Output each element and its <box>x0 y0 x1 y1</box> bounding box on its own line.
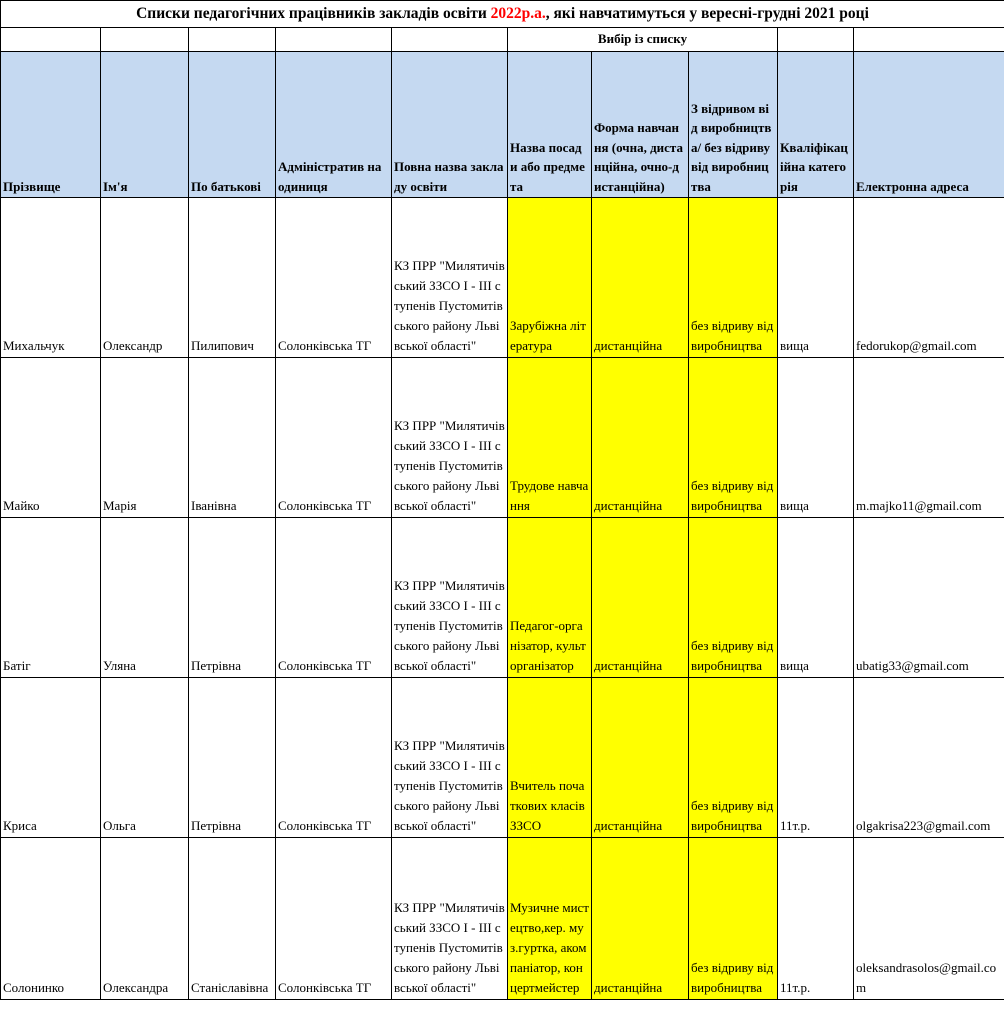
cell-category[interactable]: 11т.р. <box>778 678 854 838</box>
title-year: 2022р.а. <box>490 4 546 22</box>
cell-study-mode[interactable]: без відриву від виробництва <box>689 198 778 358</box>
title-part1: Списки педагогічних працівників закладів освіти <box>136 4 491 22</box>
cell-position[interactable]: Трудове навчання <box>508 358 592 518</box>
cell-email[interactable]: oleksandrasolos@gmail.com <box>854 838 1004 1000</box>
cell-surname[interactable]: Батіг <box>1 518 101 678</box>
cell-study-mode[interactable]: без відриву від виробництва <box>689 358 778 518</box>
select-from-list-label: Вибір із списку <box>508 28 778 52</box>
cell-surname[interactable]: Майко <box>1 358 101 518</box>
cell-position[interactable]: Зарубіжна література <box>508 198 592 358</box>
cell-name[interactable]: Олександр <box>101 198 189 358</box>
cell-category[interactable]: вища <box>778 198 854 358</box>
cell-position[interactable]: Музичне мистецтво,кер. муз.гуртка, акомпаніатор, концертмейстер <box>508 838 592 1000</box>
cell[interactable] <box>1 28 101 52</box>
cell-study-mode[interactable]: без відриву від виробництва <box>689 838 778 1000</box>
cell-patronymic[interactable]: Пилипович <box>189 198 276 358</box>
cell-email[interactable]: fedorukop@gmail.com <box>854 198 1004 358</box>
cell-email[interactable]: m.majko11@gmail.com <box>854 358 1004 518</box>
header-patronymic: По батькові <box>189 52 276 198</box>
cell-admin-unit[interactable]: Солонківська ТГ <box>276 678 392 838</box>
cell-admin-unit[interactable]: Солонківська ТГ <box>276 358 392 518</box>
cell-surname[interactable]: Солонинко <box>1 838 101 1000</box>
cell-study-form[interactable]: дистанційна <box>592 358 689 518</box>
header-study-form: Форма навчання (очна, дистанційна, очно-дистанційна) <box>592 52 689 198</box>
header-admin-unit: Адміністратив на одиниця <box>276 52 392 198</box>
cell-patronymic[interactable]: Станіславівна <box>189 838 276 1000</box>
cell-study-mode[interactable]: без відриву від виробництва <box>689 518 778 678</box>
cell[interactable] <box>392 28 508 52</box>
cell[interactable] <box>276 28 392 52</box>
cell-school[interactable]: КЗ ПРР "Милятичівський ЗЗСО І - ІІІ ступенів Пустомитівського району Львівської області" <box>392 838 508 1000</box>
cell-email[interactable]: olgakrisa223@gmail.com <box>854 678 1004 838</box>
header-row <box>1 52 1004 198</box>
cell-admin-unit[interactable]: Солонківська ТГ <box>276 518 392 678</box>
table-row <box>1 838 1004 1000</box>
cell-patronymic[interactable]: Петрівна <box>189 518 276 678</box>
cell-school[interactable]: КЗ ПРР "Милятичівський ЗЗСО І - ІІІ ступенів Пустомитівського району Львівської області" <box>392 518 508 678</box>
cell-name[interactable]: Олександра <box>101 838 189 1000</box>
cell-position[interactable]: Вчитель початкових класів ЗЗСО <box>508 678 592 838</box>
header-category: Кваліфікаційна категорія <box>778 52 854 198</box>
cell-school[interactable]: КЗ ПРР "Милятичівський ЗЗСО І - ІІІ ступенів Пустомитівського району Львівської області" <box>392 358 508 518</box>
table-row <box>1 358 1004 518</box>
title-part2: , які навчатимуться у вересні-грудні 2021 році <box>545 4 869 22</box>
cell-name[interactable]: Ольга <box>101 678 189 838</box>
header-email: Електронна адреса <box>854 52 1004 198</box>
cell-school[interactable]: КЗ ПРР "Милятичівський ЗЗСО І - ІІІ ступенів Пустомитівського району Львівської області" <box>392 678 508 838</box>
cell-patronymic[interactable]: Іванівна <box>189 358 276 518</box>
cell-admin-unit[interactable]: Солонківська ТГ <box>276 838 392 1000</box>
cell[interactable] <box>189 28 276 52</box>
cell-category[interactable]: вища <box>778 358 854 518</box>
header-surname: Прізвище <box>1 52 101 198</box>
cell[interactable] <box>778 28 854 52</box>
cell-name[interactable]: Уляна <box>101 518 189 678</box>
cell-study-form[interactable]: дистанційна <box>592 518 689 678</box>
table-row <box>1 198 1004 358</box>
table-row <box>1 678 1004 838</box>
header-position: Назва посади або предмета <box>508 52 592 198</box>
cell-study-mode[interactable]: без відриву від виробництва <box>689 678 778 838</box>
header-school: Повна назва закладу освіти <box>392 52 508 198</box>
cell-surname[interactable]: Криса <box>1 678 101 838</box>
header-name: Ім'я <box>101 52 189 198</box>
cell-name[interactable]: Марія <box>101 358 189 518</box>
cell-study-form[interactable]: дистанційна <box>592 838 689 1000</box>
cell-position[interactable]: Педагог-організатор, культорганізатор <box>508 518 592 678</box>
cell-category[interactable]: 11т.р. <box>778 838 854 1000</box>
cell-category[interactable]: вища <box>778 518 854 678</box>
cell-surname[interactable]: Михальчук <box>1 198 101 358</box>
cell-school[interactable]: КЗ ПРР "Милятичівський ЗЗСО І - ІІІ ступенів Пустомитівського району Львівської області" <box>392 198 508 358</box>
cell-study-form[interactable]: дистанційна <box>592 198 689 358</box>
cell-patronymic[interactable]: Петрівна <box>189 678 276 838</box>
cell-admin-unit[interactable]: Солонківська ТГ <box>276 198 392 358</box>
cell-study-form[interactable]: дистанційна <box>592 678 689 838</box>
cell[interactable] <box>854 28 1004 52</box>
table-row <box>1 518 1004 678</box>
cell-email[interactable]: ubatig33@gmail.com <box>854 518 1004 678</box>
header-study-mode: З відривом від виробництва/ без відриву від виробництва <box>689 52 778 198</box>
cell[interactable] <box>101 28 189 52</box>
sheet-title <box>1 1 1004 28</box>
